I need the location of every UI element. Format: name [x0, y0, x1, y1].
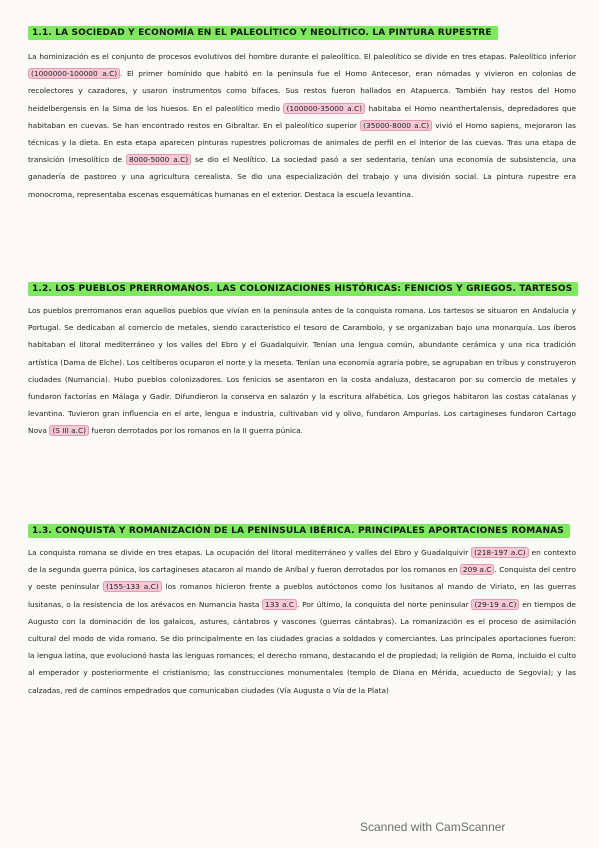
body-text: en tiempos de Augusto con la dominación de los galaicos, astures, cántabros y vascones (guerras cántabras). La romanización es el proceso de asimilación cultural del modo de vida romano. Se dio principalmente en las ciudades gracias a soldados y comerciantes. Las principales aportaciones fueron: la lengua latina, que evolucionó hasta las lenguas romances; el derecho romano, destacando el de propiedad; la religión de Roma, incluido el culto al emperador y posteriormente el cristianismo; las construcciones monumentales (templo de Diana en Mérida, acueducto de Segovia); y las calzadas, red de caminos empedrados que comunicaban ciudades (Vía Augusta o Vía de la Plata)	[28, 599, 576, 695]
body-text: . Por último, la conquista del norte peninsular	[297, 599, 472, 609]
section-body	[28, 544, 576, 699]
date-highlight: (100000-35000 a.C)	[283, 103, 365, 114]
section-heading: 1.2. LOS PUEBLOS PRERROMANOS. LAS COLONIZACIONES HISTÓRICAS: FENICIOS Y GRIEGOS. TARTESOS	[28, 282, 578, 296]
section-conquista-romanizacion	[28, 518, 576, 699]
section-heading: 1.3. CONQUISTA Y ROMANIZACIÓN DE LA PENÍNSULA IBÉRICA. PRINCIPALES APORTACIONES ROMANAS	[28, 524, 570, 538]
date-highlight: (35000-8000 a.C)	[360, 120, 432, 131]
body-text: en contexto de la segunda guerra púnica, los cartagineses atacaron al mando de Aníbal y fueron derrotados por los romanos en	[28, 548, 576, 575]
date-highlight: 8000-5000 a.C)	[126, 154, 191, 165]
date-highlight: (S III a.C)	[49, 425, 89, 436]
date-highlight: (218-197 a.C)	[471, 547, 529, 558]
body-text: vivió el Homo sapiens, mejoraron las técnicas y la dieta. En esta etapa aparecen pinturas rupestres policromas de animales de perfil en el interior de las cuevas. Tras una etapa de transición (mesolítico de	[28, 120, 576, 165]
date-highlight: (29-19 a.C)	[471, 599, 519, 610]
section-body	[28, 302, 576, 440]
camscanner-watermark: Scanned with CamScanner	[360, 820, 506, 834]
body-text: habitaba el Homo neanthertalensis, depredadores que habitaban en cuevas. Se han encontrado restos en Gibraltar. En el paleolítico superior	[28, 103, 577, 130]
body-text: los romanos hicieron frente a pueblos autóctonos como los lusitanos al mando de Viriato, en las guerras lusitanas, o la resistencia de los arévacos en Numancia hasta	[28, 582, 576, 609]
section-heading: 1.1. LA SOCIEDAD Y ECONOMÍA EN EL PALEOLÍTICO Y NEOLÍTICO. LA PINTURA RUPESTRE	[28, 26, 498, 40]
body-text: se dio el Neolítico. La sociedad pasó a ser sedentaria, tenían una economía de subsistencia, una ganadería de pastoreo y una agricultura cerealista. Se dio una especialización del trabajo y una división social. La pintura rupestre era monocroma, representaba escenas esquemáticas humanas en el exterior. Destaca la escuela levantina.	[28, 155, 576, 199]
body-text: . Conquista del centro y oeste peninsular	[28, 565, 577, 592]
section-pueblos-prerromanos	[28, 276, 576, 440]
body-text: La hominización es el conjunto de procesos evolutivos del hombre durante el paleolítico. El paleolítico se divide en tres etapas. Paleolítico inferior	[28, 52, 576, 61]
date-highlight: 133 a.C	[262, 599, 297, 610]
section-body	[28, 48, 576, 203]
body-text: Los pueblos prerromanos eran aquellos pueblos que vivían en la península antes de la conquista romana. Los tartesos se situaron en Andalucía y Portugal. Se dedicaban al comercio de metales, siendo característico el tesoro de Carambolo, y se organizaban bajo una monarquía. Los íberos habitaban el litoral mediterráneo y los valles del Ebro y el Guadalquivir. Tenían una lengua común, abundante cerámica y una rica tradición artística (Dama de Elche). Los celtíberos ocuparon el norte y la meseta. Tenían una economía agraria pobre, se agrupaban en tribus y construyeron ciudades (Numancia). Hubo pueblos colonizadores. Los fenicios se asentaron en la costa andaluza, destacaron por su comercio de metales y fundaron factorías en Málaga y Gadir. Difundieron la conserva en salazón y la escritura alfabética. Los griegos habitaron las costas catalanas y levantina. Tuvieron gran influencia en el arte, lengua e industria, cultivaban vid y olivo, fundaron Ampurias. Los cartagineses fundaron Cartago Nova	[28, 306, 576, 436]
section-paleolitico-neolitico	[28, 20, 576, 203]
body-text: fueron derrotados por los romanos en la II guerra púnica.	[89, 426, 303, 436]
body-text: . El primer homínido que habitó en la península fue el Homo Antecesor, eran nómadas y vivieron en colonias de recolectores y cazadores, y usaron instrumentos como bifaces. Sus restos fueron hallados en Atapuerca. También hay restos del Homo heidelbergensis en la Sima de los huesos. En el paleolítico medio	[28, 69, 576, 113]
body-text: La conquista romana se divide en tres etapas. La ocupación del litoral mediterráneo y valles del Ebro y Guadalquivir	[28, 548, 472, 557]
date-highlight: (1000000-100000 a.C)	[28, 68, 120, 79]
date-highlight: (155-133 a.C)	[103, 581, 162, 592]
date-highlight: 209 a.C	[460, 564, 495, 575]
